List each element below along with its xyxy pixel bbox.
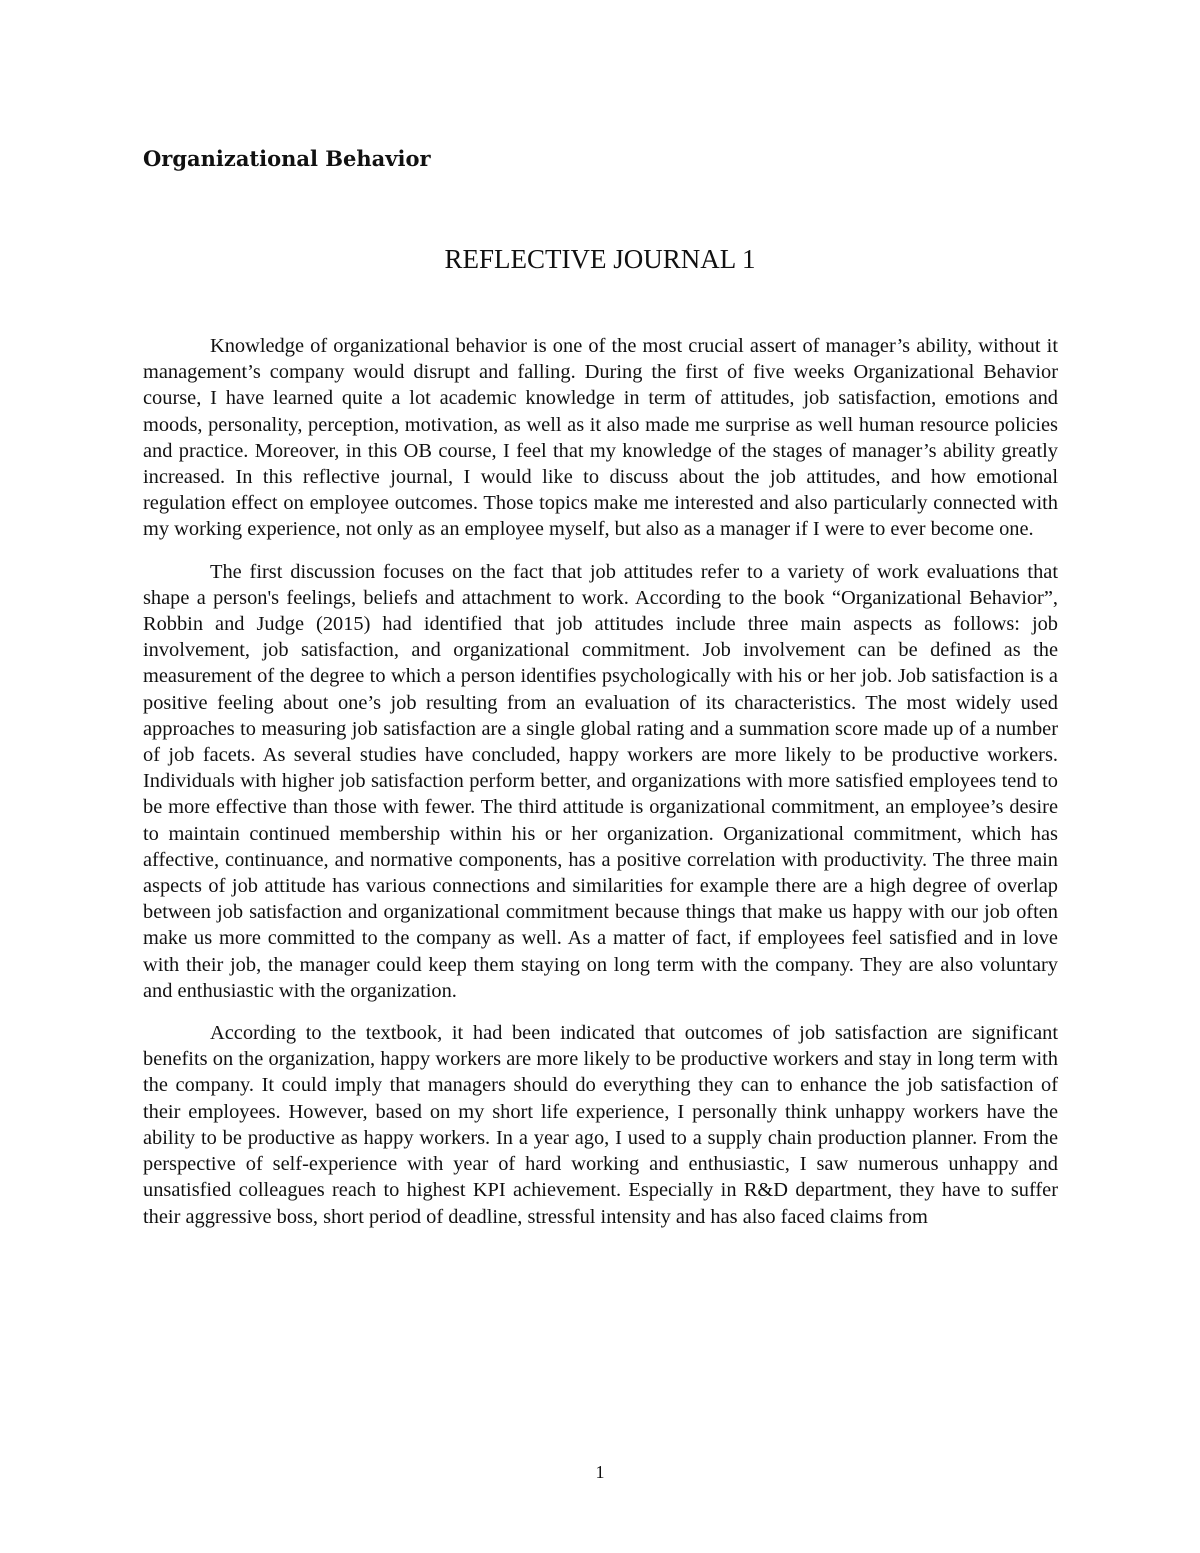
course-title: Organizational Behavior [143, 146, 431, 171]
journal-body [143, 333, 1058, 1246]
page-number: 1 [595, 1462, 605, 1482]
paragraph-job-satisfaction-outcomes: According to the textbook, it had been indicated that outcomes of job satisfaction are significant benefits on the organization, happy workers are more likely to be productive workers and stay in long term with the company. It could imply that managers should do everything they can to enhance the job satisfaction of their employees. However, based on my short life experience, I personally think unhappy workers have the ability to be productive as happy workers. In a year ago, I used to a supply chain production planner. From the perspective of self-experience with year of hard working and enthusiastic, I saw numerous unhappy and unsatisfied colleagues reach to highest KPI achievement. Especially in R&D department, they have to suffer their aggressive boss, short period of deadline, stressful intensity and has also faced claims from [143, 1022, 1058, 1228]
journal-title: REFLECTIVE JOURNAL 1 [444, 244, 756, 274]
paragraph-intro: Knowledge of organizational behavior is one of the most crucial assert of manager’s ability, without it management’s company would disrupt and falling. During the first of five weeks Organizational Behavior course, I have learned quite a lot academic knowledge in term of attitudes, job satisfaction, emotions and moods, personality, perception, motivation, as well as it also made me surprise as well human resource policies and practice. Moreover, in this OB course, I feel that my knowledge of the stages of manager’s ability greatly increased. In this reflective journal, I would like to discuss about the job attitudes, and how emotional regulation effect on employee outcomes. Those topics make me interested and also particularly connected with my working experience, not only as an employee myself, but also as a manager if I were to ever become one. [143, 335, 1058, 541]
paragraph-job-attitudes: The first discussion focuses on the fact that job attitudes refer to a variety of work evaluations that shape a person's feelings, beliefs and attachment to work. According to the book “Organizational Behavior”, Robbin and Judge (2015) had identified that job attitudes include three main aspects as follows: job involvement, job satisfaction, and organizational commitment. Job involvement can be defined as the measurement of the degree to which a person identifies psychologically with his or her job. Job satisfaction is a positive feeling about one’s job resulting from an evaluation of its characteristics. The most widely used approaches to measuring job satisfaction are a single global rating and a summation score made up of a number of job facets. As several studies have concluded, happy workers are more likely to be productive workers. Individuals with higher job satisfaction perform better, and organizations with more satisfied employees tend to be more effective than those with fewer. The third attitude is organizational commitment, an employee’s desire to maintain continued membership within his or her organization. Organizational commitment, which has affective, continuance, and normative components, has a positive correlation with productivity. The three main aspects of job attitude has various connections and similarities for example there are a high degree of overlap between job satisfaction and organizational commitment because things that make us happy with our job often make us more committed to the company as well. As a matter of fact, if employees feel satisfied and in love with their job, the manager could keep them staying on long term with the company. They are also voluntary and enthusiastic with the organization. [143, 560, 1058, 1002]
